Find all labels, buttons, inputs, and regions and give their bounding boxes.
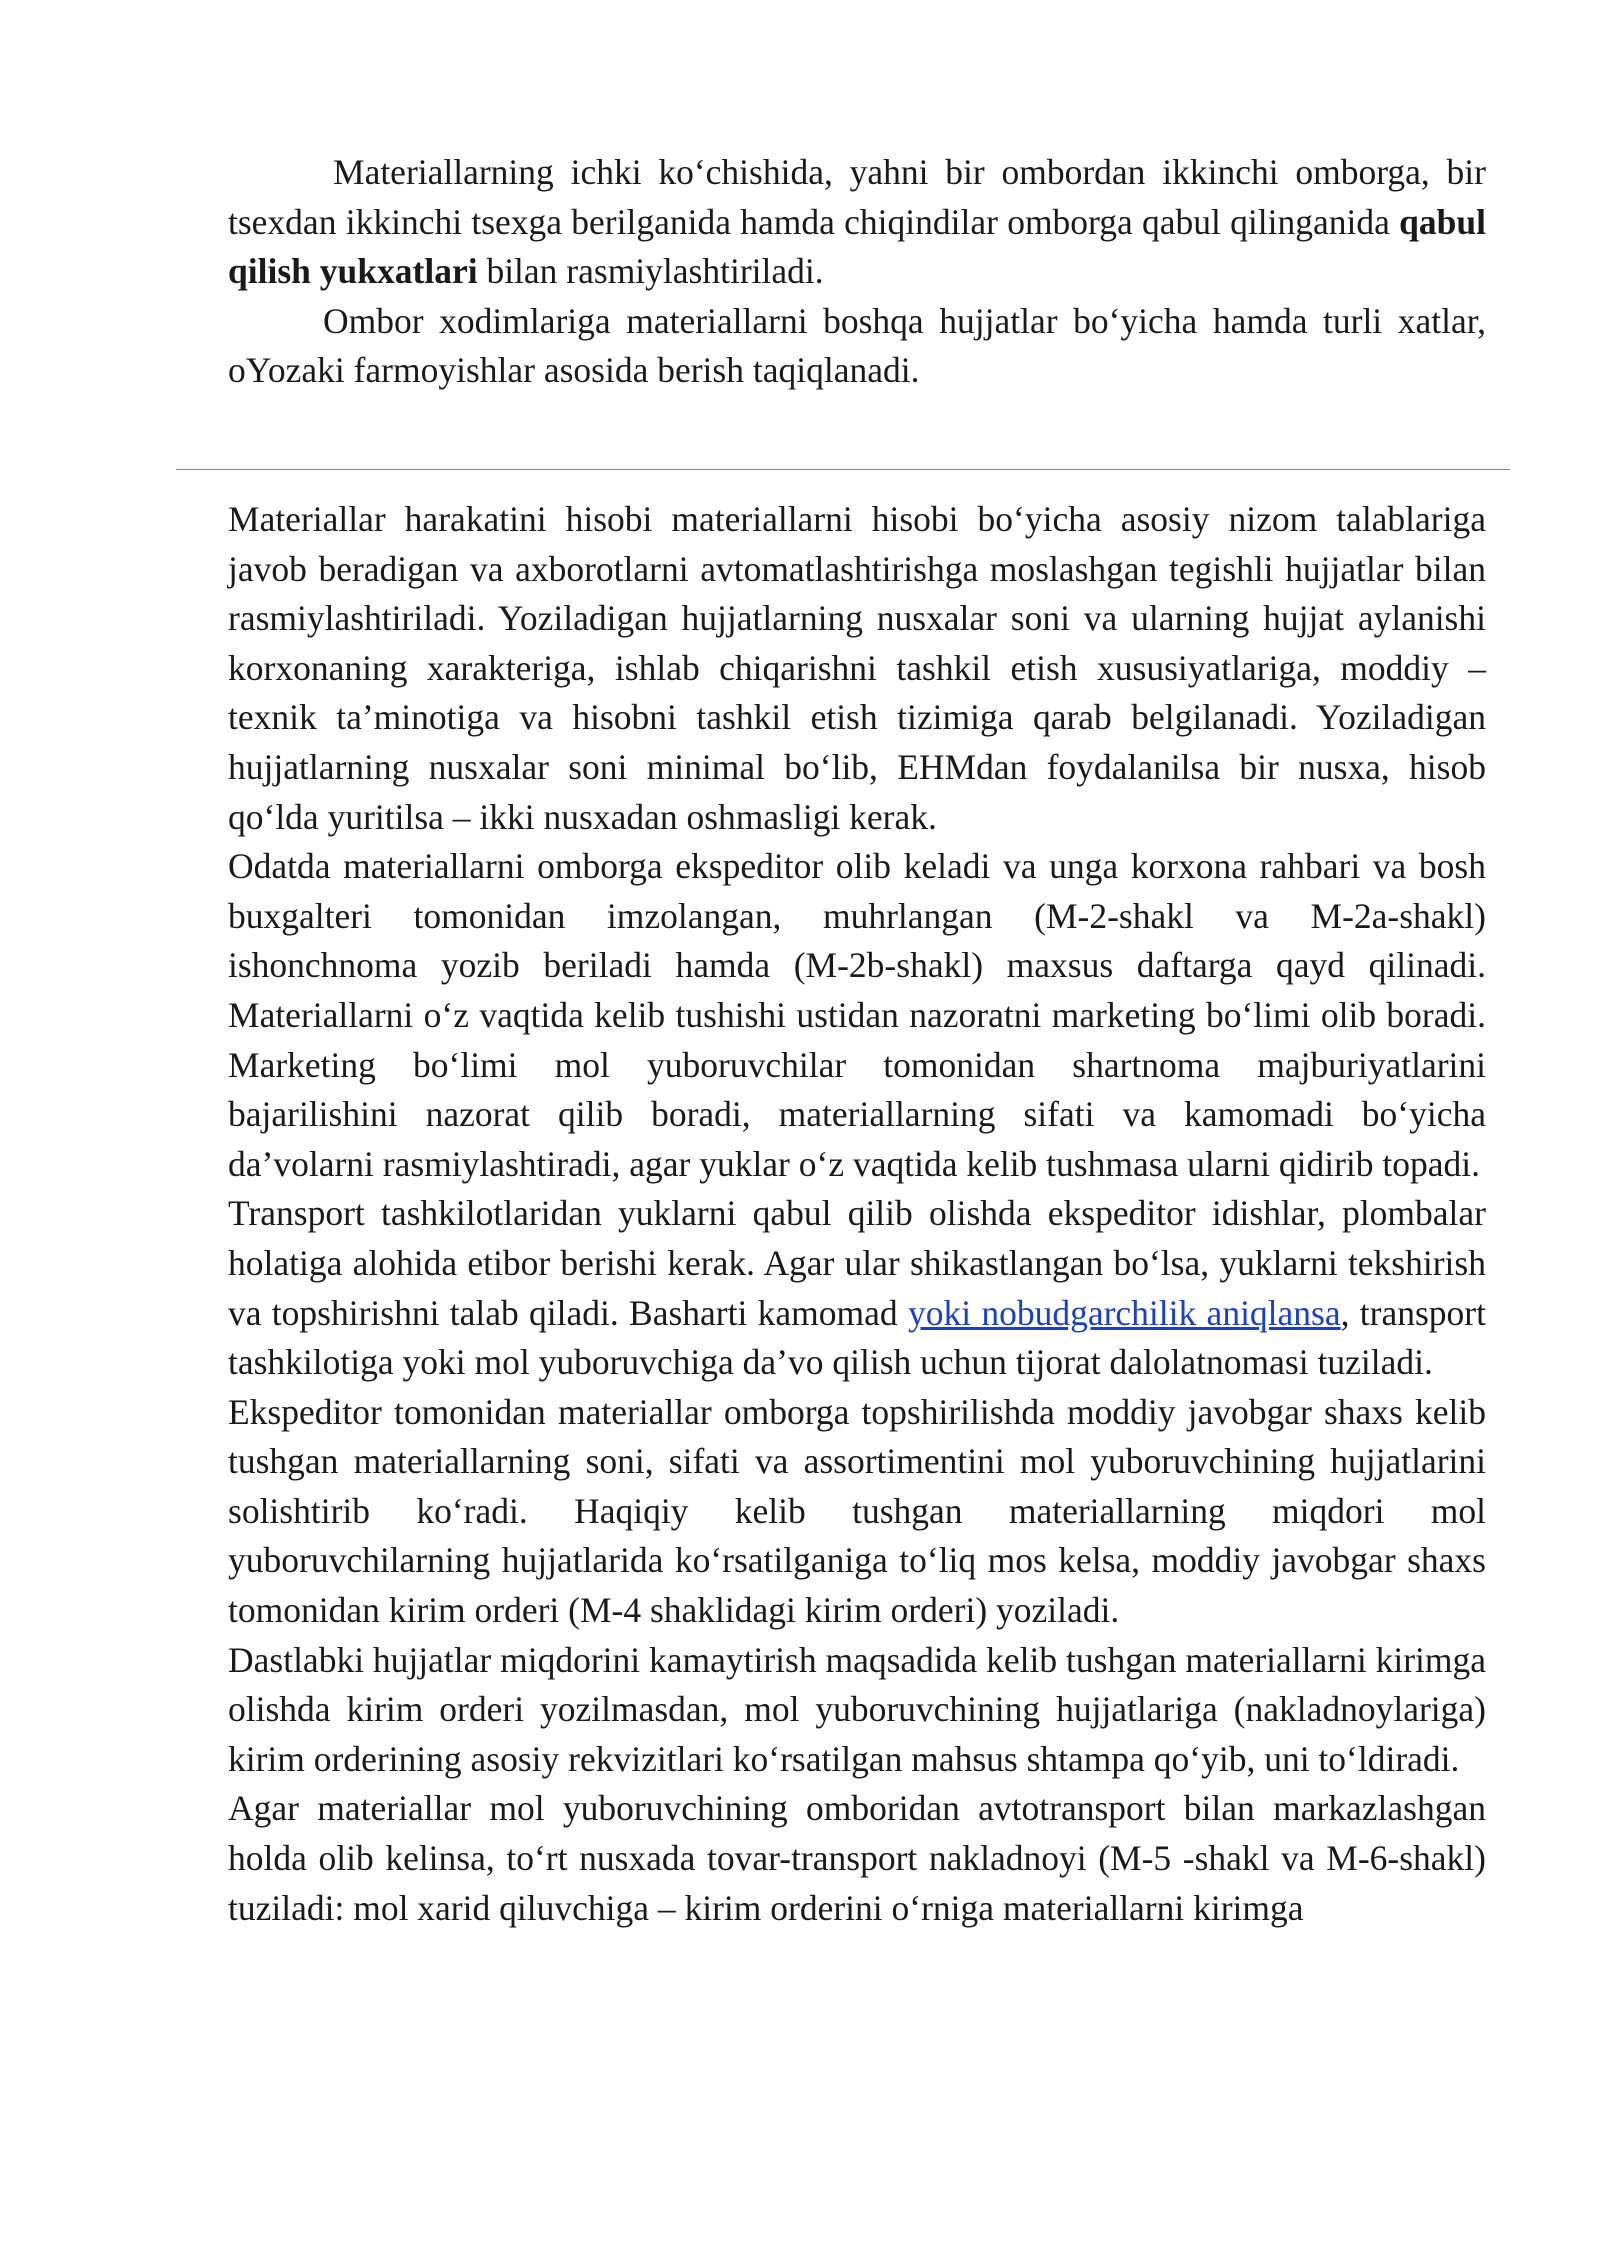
paragraph: Agar materiallar mol yuboruvchining omboridan avtotransport bilan markazlashgan holda olib kelinsa, to‘rt nusxada tovar-transport nakladnoyi (M-5 -shakl va M-6-shakl) tuziladi: mol xarid qiluvchiga – kirim orderini o‘rniga materiallarni kirimga [228,1788,1486,1928]
paragraph: Ombor xodimlariga materiallarni boshqa hujjatlar bo‘yicha hamda turli xatlar, oYozaki farmoyishlar asosida berish taqiqlanadi. [228,300,1486,391]
paragraph: Dastlabki hujjatlar miqdorini kamaytirish maqsadida kelib tushgan materiallarni kirimga olishda kirim orderi yozilmasdan, mol yuboruvchining hujjatlariga (nakladnoylariga) kirim orderining asosiy rekvizitlari ko‘rsatilgan mahsus shtampa qo‘yib, uni to‘ldiradi. [228,1639,1486,1779]
hyperlink[interactable]: yoki nobudgarchilik aniqlansa [907,1292,1341,1333]
text-run: Transport tashkilotlaridan yuklarni qabul qilib olishda ekspeditor idishlar, plombalar holatiga alohida etibor berishi kerak. Agar ular shikastlangan bo‘lsa, yuklarni tekshirish va topshirishni talab qiladi. Basharti kamomad [228,1193,1486,1333]
section-divider [176,469,1510,470]
text-run: bilan rasmiylashtiriladi. [477,251,824,292]
text-run: , transport tashkilotiga yoki mol yuboruvchiga da’vo qilish uchun tijorat dalolatnomasi tuziladi. [228,1292,1486,1383]
text-run: Materiallarning ichki ko‘chishida, yahni bir ombordan ikkinchi omborga, bir tsexdan ikkinchi tsexga berilganida hamda chiqindilar omborga qabul qilinganida [228,152,1486,242]
main-text-section [228,495,1486,1933]
paragraph: Odatda materiallarni omborga ekspeditor olib keladi va unga korxona rahbari va bosh buxgalteri tomonidan imzolangan, muhrlangan (M-2-shakl va M-2a-shakl) ishonchnoma yozib beriladi hamda (M-2b-shakl) maxsus daftarga qayd qilinadi. Materiallarni o‘z vaqtida kelib tushishi ustidan nazoratni marketing bo‘limi olib boradi. Marketing bo‘limi mol yuboruvchilar tomonidan shartnoma majburiyatlarini bajarilishini nazorat qilib boradi, materiallarning sifati va kamomadi bo‘yicha da’volarni rasmiylashtiradi, agar yuklar o‘z vaqtida kelib tushmasa ularni qidirib topadi. [228,846,1486,1184]
paragraph [228,1189,1486,1387]
paragraph [228,148,1486,297]
top-text-section [228,148,1486,396]
paragraph: Materiallar harakatini hisobi materiallarni hisobi bo‘yicha asosiy nizom talablariga javob beradigan va axborotlarni avtomatlashtirishga moslashgan tegishli hujjatlar bilan rasmiylashtiriladi. Yoziladigan hujjatlarning nusxalar soni va ularning hujjat aylanishi korxonaning xarakteriga, ishlab chiqarishni tashkil etish xususiyatlariga, moddiy – texnik ta’minotiga va hisobni tashkil etish tizimiga qarab belgilanadi. Yoziladigan hujjatlarning nusxalar soni minimal bo‘lib, EHMdan foydalanilsa bir nusxa, hisob qo‘lda yuritilsa – ikki nusxadan oshmasligi kerak. [228,499,1486,837]
bold-term: qabul qilish yukxatlari [228,201,1486,292]
paragraph: Ekspeditor tomonidan materiallar omborga topshirilishda moddiy javobgar shaxs kelib tushgan materiallarning soni, sifati va assortimentini mol yuboruvchining hujjatlarini solishtirib ko‘radi. Haqiqiy kelib tushgan materiallarning miqdori mol yuboruvchilarning hujjatlarida ko‘rsatilganiga to‘liq mos kelsa, moddiy javobgar shaxs tomonidan kirim orderi (M-4 shaklidagi kirim orderi) yoziladi. [228,1391,1486,1631]
